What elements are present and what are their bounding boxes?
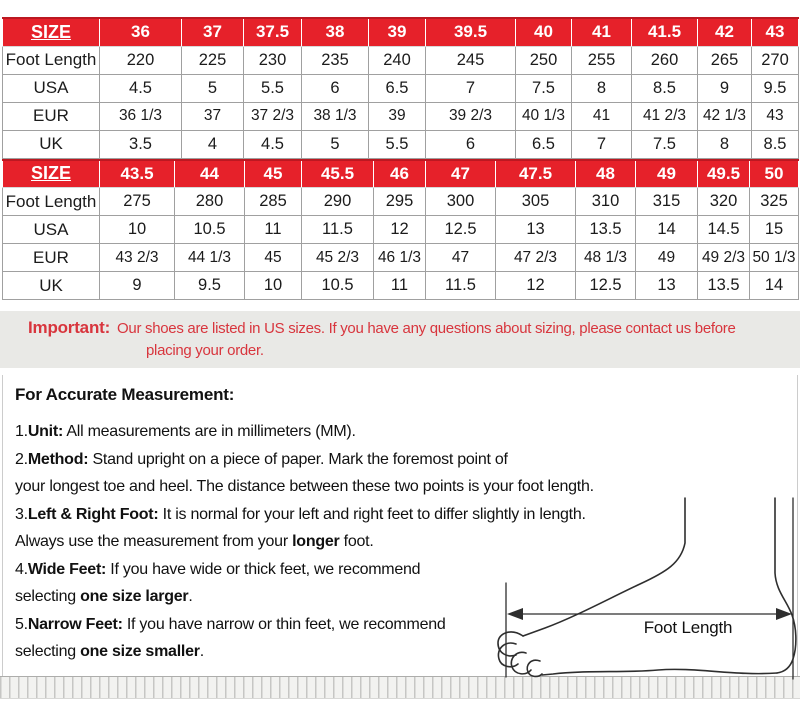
table-cell: 48 1/3 xyxy=(576,244,636,272)
measurement-line: 3.Left & Right Foot: It is normal for your left and right feet to differ slightly in length. xyxy=(15,505,586,523)
row-label: Foot Length xyxy=(3,188,100,216)
table-cell: 15 xyxy=(750,216,799,244)
table-cell: 225 xyxy=(182,46,244,74)
size-header-label: SIZE xyxy=(3,160,100,188)
table-row xyxy=(3,216,799,244)
size-header-cell: 39 xyxy=(369,18,426,46)
size-header-row xyxy=(3,18,799,46)
size-header-cell: 44 xyxy=(175,160,245,188)
table-cell: 43 xyxy=(752,102,799,130)
table-cell: 245 xyxy=(426,46,516,74)
instep-outline xyxy=(523,498,685,636)
table-cell: 7.5 xyxy=(632,130,698,158)
table-cell: 8 xyxy=(572,74,632,102)
size-table-43.5-50 xyxy=(2,159,799,301)
measurement-section xyxy=(2,375,798,676)
table-cell: 230 xyxy=(244,46,302,74)
size-header-cell: 47.5 xyxy=(496,160,576,188)
size-header-cell: 43.5 xyxy=(100,160,175,188)
table-cell: 250 xyxy=(516,46,572,74)
measurement-line: 2.Method: Stand upright on a piece of paper. Mark the foremost point of xyxy=(15,450,508,468)
important-text: Our shoes are listed in US sizes. If you have any questions about sizing, please contact us before xyxy=(117,320,736,337)
table-cell: 39 2/3 xyxy=(426,102,516,130)
table-cell: 13 xyxy=(636,272,698,300)
table-cell: 3.5 xyxy=(100,130,182,158)
arrowhead-left xyxy=(507,608,523,620)
table-cell: 40 1/3 xyxy=(516,102,572,130)
row-label: USA xyxy=(3,74,100,102)
table-cell: 49 xyxy=(636,244,698,272)
table-cell: 36 1/3 xyxy=(100,102,182,130)
size-header-cell: 38 xyxy=(302,18,369,46)
important-notice xyxy=(0,311,800,368)
table-row xyxy=(3,74,799,102)
size-header-cell: 49 xyxy=(636,160,698,188)
table-cell: 14 xyxy=(750,272,799,300)
table-cell: 265 xyxy=(698,46,752,74)
table-cell: 12 xyxy=(374,216,426,244)
row-label: EUR xyxy=(3,102,100,130)
table-cell: 5 xyxy=(302,130,369,158)
important-notice-line2: placing your order. xyxy=(146,342,264,359)
table-cell: 37 2/3 xyxy=(244,102,302,130)
table-cell: 255 xyxy=(572,46,632,74)
table-cell: 47 2/3 xyxy=(496,244,576,272)
table-cell: 8.5 xyxy=(632,74,698,102)
size-header-cell: 39.5 xyxy=(426,18,516,46)
table-cell: 310 xyxy=(576,188,636,216)
table-cell: 9.5 xyxy=(752,74,799,102)
table-cell: 6 xyxy=(426,130,516,158)
row-label: EUR xyxy=(3,244,100,272)
table-cell: 5.5 xyxy=(244,74,302,102)
size-header-cell: 47 xyxy=(426,160,496,188)
table-cell: 41 xyxy=(572,102,632,130)
measurement-line: your longest toe and heel. The distance between these two points is your foot length. xyxy=(15,478,594,495)
table-cell: 305 xyxy=(496,188,576,216)
table-cell: 7 xyxy=(572,130,632,158)
table-cell: 4 xyxy=(182,130,244,158)
table-cell: 4.5 xyxy=(244,130,302,158)
size-header-cell: 45 xyxy=(245,160,302,188)
table-row xyxy=(3,244,799,272)
table-cell: 46 1/3 xyxy=(374,244,426,272)
table-cell: 12 xyxy=(496,272,576,300)
table-cell: 7.5 xyxy=(516,74,572,102)
table-cell: 11.5 xyxy=(302,216,374,244)
table-cell: 12.5 xyxy=(576,272,636,300)
table-cell: 10.5 xyxy=(302,272,374,300)
size-header-cell: 43 xyxy=(752,18,799,46)
table-cell: 45 xyxy=(245,244,302,272)
table-cell: 14 xyxy=(636,216,698,244)
important-notice-line1 xyxy=(28,318,792,338)
measurement-line: selecting one size smaller. xyxy=(15,643,204,660)
table-cell: 13.5 xyxy=(576,216,636,244)
size-header-cell: 41 xyxy=(572,18,632,46)
table-cell: 10 xyxy=(100,216,175,244)
measurement-line: 1.Unit: All measurements are in millimeters (MM). xyxy=(15,423,356,440)
size-chart xyxy=(2,0,798,300)
table-cell: 11 xyxy=(245,216,302,244)
measurement-line: 5.Narrow Feet: If you have narrow or thin feet, we recommend xyxy=(15,615,446,633)
table-cell: 47 xyxy=(426,244,496,272)
table-cell: 295 xyxy=(374,188,426,216)
size-header-cell: 40 xyxy=(516,18,572,46)
table-cell: 325 xyxy=(750,188,799,216)
table-cell: 240 xyxy=(369,46,426,74)
table-cell: 42 1/3 xyxy=(698,102,752,130)
size-header-row xyxy=(3,160,799,188)
measurement-line: selecting one size larger. xyxy=(15,588,193,605)
table-cell: 12.5 xyxy=(426,216,496,244)
table-cell: 49 2/3 xyxy=(698,244,750,272)
table-row xyxy=(3,188,799,216)
size-header-cell: 37.5 xyxy=(244,18,302,46)
table-cell: 315 xyxy=(636,188,698,216)
table-cell: 13 xyxy=(496,216,576,244)
row-label: Foot Length xyxy=(3,46,100,74)
foot-length-label: Foot Length xyxy=(643,618,733,637)
table-cell: 10.5 xyxy=(175,216,245,244)
table-cell: 5 xyxy=(182,74,244,102)
table-cell: 38 1/3 xyxy=(302,102,369,130)
table-cell: 39 xyxy=(369,102,426,130)
measurement-line: Always use the measurement from your longer foot. xyxy=(15,533,374,550)
row-label: UK xyxy=(3,272,100,300)
table-cell: 50 1/3 xyxy=(750,244,799,272)
table-cell: 43 2/3 xyxy=(100,244,175,272)
table-cell: 275 xyxy=(100,188,175,216)
table-cell: 10 xyxy=(245,272,302,300)
table-cell: 8.5 xyxy=(752,130,799,158)
table-cell: 270 xyxy=(752,46,799,74)
table-cell: 280 xyxy=(175,188,245,216)
important-label: Important: xyxy=(28,318,111,337)
sole-outline xyxy=(542,669,777,675)
table-cell: 235 xyxy=(302,46,369,74)
table-cell: 9 xyxy=(698,74,752,102)
table-cell: 9 xyxy=(100,272,175,300)
table-cell: 290 xyxy=(302,188,374,216)
table-cell: 6 xyxy=(302,74,369,102)
table-cell: 300 xyxy=(426,188,496,216)
table-cell: 37 xyxy=(182,102,244,130)
size-table-36-43 xyxy=(2,17,799,159)
size-header-cell: 36 xyxy=(100,18,182,46)
table-cell: 6.5 xyxy=(516,130,572,158)
size-header-cell: 45.5 xyxy=(302,160,374,188)
table-cell: 11.5 xyxy=(426,272,496,300)
measurement-heading: For Accurate Measurement: xyxy=(15,385,235,404)
row-label: USA xyxy=(3,216,100,244)
table-cell: 220 xyxy=(100,46,182,74)
table-cell: 14.5 xyxy=(698,216,750,244)
foot-diagram xyxy=(490,467,800,682)
row-label: UK xyxy=(3,130,100,158)
table-cell: 5.5 xyxy=(369,130,426,158)
table-cell: 41 2/3 xyxy=(632,102,698,130)
table-cell: 7 xyxy=(426,74,516,102)
table-cell: 260 xyxy=(632,46,698,74)
size-header-cell: 41.5 xyxy=(632,18,698,46)
table-cell: 320 xyxy=(698,188,750,216)
table-cell: 45 2/3 xyxy=(302,244,374,272)
table-cell: 6.5 xyxy=(369,74,426,102)
size-header-cell: 42 xyxy=(698,18,752,46)
size-header-cell: 46 xyxy=(374,160,426,188)
table-cell: 8 xyxy=(698,130,752,158)
table-cell: 4.5 xyxy=(100,74,182,102)
size-header-cell: 49.5 xyxy=(698,160,750,188)
table-row xyxy=(3,130,799,158)
measurement-line: 4.Wide Feet: If you have wide or thick feet, we recommend xyxy=(15,560,421,578)
table-cell: 11 xyxy=(374,272,426,300)
table-row xyxy=(3,102,799,130)
table-cell: 285 xyxy=(245,188,302,216)
table-cell: 9.5 xyxy=(175,272,245,300)
table-cell: 44 1/3 xyxy=(175,244,245,272)
table-row xyxy=(3,272,799,300)
size-header-label: SIZE xyxy=(3,18,100,46)
size-header-cell: 48 xyxy=(576,160,636,188)
toe-outline xyxy=(527,660,542,676)
size-header-cell: 37 xyxy=(182,18,244,46)
size-header-cell: 50 xyxy=(750,160,799,188)
table-cell: 13.5 xyxy=(698,272,750,300)
table-row xyxy=(3,46,799,74)
